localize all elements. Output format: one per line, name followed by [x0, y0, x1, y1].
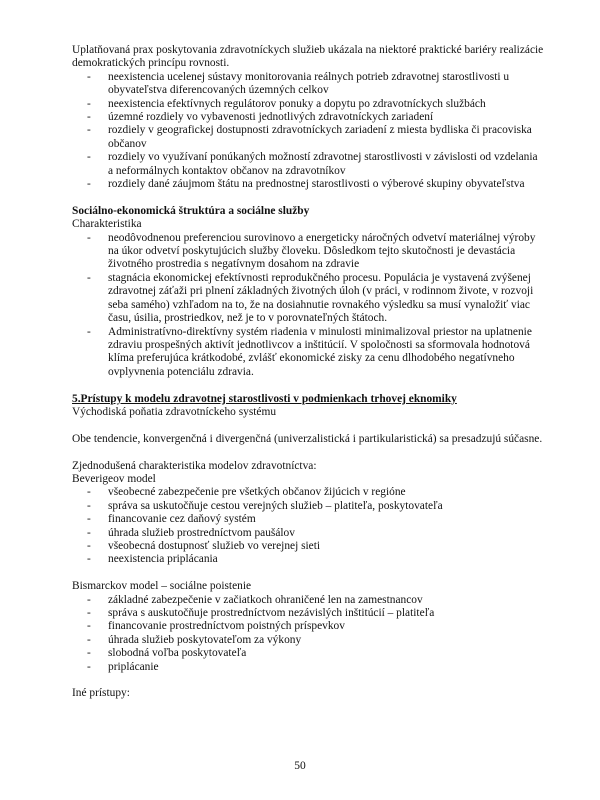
- spacer: [72, 419, 544, 432]
- list-item: - Administratívno-direktívny systém riadenia v minulosti minimalizoval priestor na uplatnenie zdraviu prospešných aktivít jednotlivcov a inštitúcií. V spoločnosti sa sformovala hodnotová klíma preferujúca krátkodobé, zvlášť ekonomické zisky za cenu dlhodobého negatívneho ovplyvnenia potenciálu zdravia.: [72, 326, 544, 380]
- section5-subheading: Východiská poňatia zdravotníckeho systému: [72, 405, 277, 418]
- other-approaches: Iné prístupy:: [72, 687, 130, 700]
- list-item: - všeobecná dostupnosť služieb vo verejnej sieti: [72, 540, 544, 553]
- list-item: - úhrada služieb prostredníctvom paušálov: [72, 527, 544, 540]
- list-item: - neexistencia efektívnych regulátorov ponuky a dopytu po zdravotníckych službách: [72, 98, 544, 111]
- list-item: - priplácanie: [72, 661, 544, 674]
- list-item: - neexistencia priplácania: [72, 553, 544, 566]
- page-number: 50: [294, 760, 306, 772]
- list-item: - stagnácia ekonomickej efektívnosti reprodukčného procesu. Populácia je vystavená zvýšenej zdravotnej záťaži pri plnení základných životných úloh (v práci, v rodinnom živote, v rozvoji seba samého) vzhľadom na to, že na dosiahnutie rovnakého výsledku sa musí vynaložiť viac času, úsilia, prostriedkov, než je to v porovnateľných štátoch.: [72, 272, 544, 326]
- list-item: - územné rozdiely vo vybavenosti jednotlivých zdravotníckych zariadení: [72, 111, 544, 124]
- list-item: - neodôvodnenou preferenciou surovinovo a energeticky náročných odvetví materiálnej výroby na úkor odvetví poskytujúcich služby človeku. Dôsledkom tejto skutočnosti je devastácia životného prostredia s negatívnym dosahom na zdravie: [72, 232, 544, 272]
- intro-paragraph: Uplatňovaná prax poskytovania zdravotníckych služieb ukázala na niektoré praktické bariéry realizácie demokratických princípu rovnosti.: [72, 44, 544, 70]
- list-item: - slobodná voľba poskytovateľa: [72, 647, 544, 660]
- spacer: [72, 567, 544, 580]
- list-item: - financovanie cez daňový systém: [72, 513, 544, 526]
- list-item: - všeobecné zabezpečenie pre všetkých občanov žijúcich v regióne: [72, 486, 544, 499]
- socio-heading: Sociálno-ekonomická štruktúra a sociálne služby: [72, 204, 310, 217]
- barriers-list: [72, 71, 544, 192]
- list-item: - úhrada služieb poskytovateľom za výkony: [72, 634, 544, 647]
- list-item: - financovanie prostredníctvom poistných príspevkov: [72, 620, 544, 633]
- list-item: - neexistencia ucelenej sústavy monitorovania reálnych potrieb zdravotnej starostlivosti u obyvateľstva diferencovaných územných celkov: [72, 71, 544, 98]
- spacer: [72, 191, 544, 204]
- list-item: - rozdiely dané záujmom štátu na prednostnej starostlivosti o výberové skupiny obyvateľstva: [72, 178, 544, 191]
- spacer: [72, 674, 544, 687]
- list-item: - rozdiely v geografickej dostupnosti zdravotníckych zariadení z miesta bydliska či pracoviska občanov: [72, 124, 544, 151]
- spacer: [72, 446, 544, 459]
- socio-list: [72, 232, 544, 379]
- bismarck-list: [72, 594, 544, 674]
- list-item: - správa s auskutočňuje prostredníctvom nezávislých inštitúcií – platiteľa: [72, 607, 544, 620]
- list-item: - rozdiely vo využívaní ponúkaných možností zdravotnej starostlivosti v závislosti od vzdelania a neformálnych kontaktov občanov na zdravotníkov: [72, 151, 544, 178]
- beveridge-list: [72, 486, 544, 566]
- list-item: - základné zabezpečenie v začiatkoch ohraničené len na zamestnancov: [72, 594, 544, 607]
- socio-subheading: Charakteristika: [72, 218, 142, 231]
- models-intro: Zjednodušená charakteristika modelov zdravotníctva:: [72, 459, 317, 472]
- spacer: [72, 379, 544, 392]
- bismarck-title: Bismarckov model – sociálne poistenie: [72, 580, 252, 593]
- section5-heading: 5.Prístupy k modelu zdravotnej starostlivosti v podmienkach trhovej eknomiky: [72, 392, 457, 405]
- beveridge-title: Beverigeov model: [72, 472, 156, 485]
- tendencies-paragraph: Obe tendencie, konvergenčná i divergenčná (univerzalistická i partikularistická) sa presadzujú súčasne.: [72, 432, 543, 445]
- list-item: - správa sa uskutočňuje cestou verejných služieb – platiteľa, poskytovateľa: [72, 500, 544, 513]
